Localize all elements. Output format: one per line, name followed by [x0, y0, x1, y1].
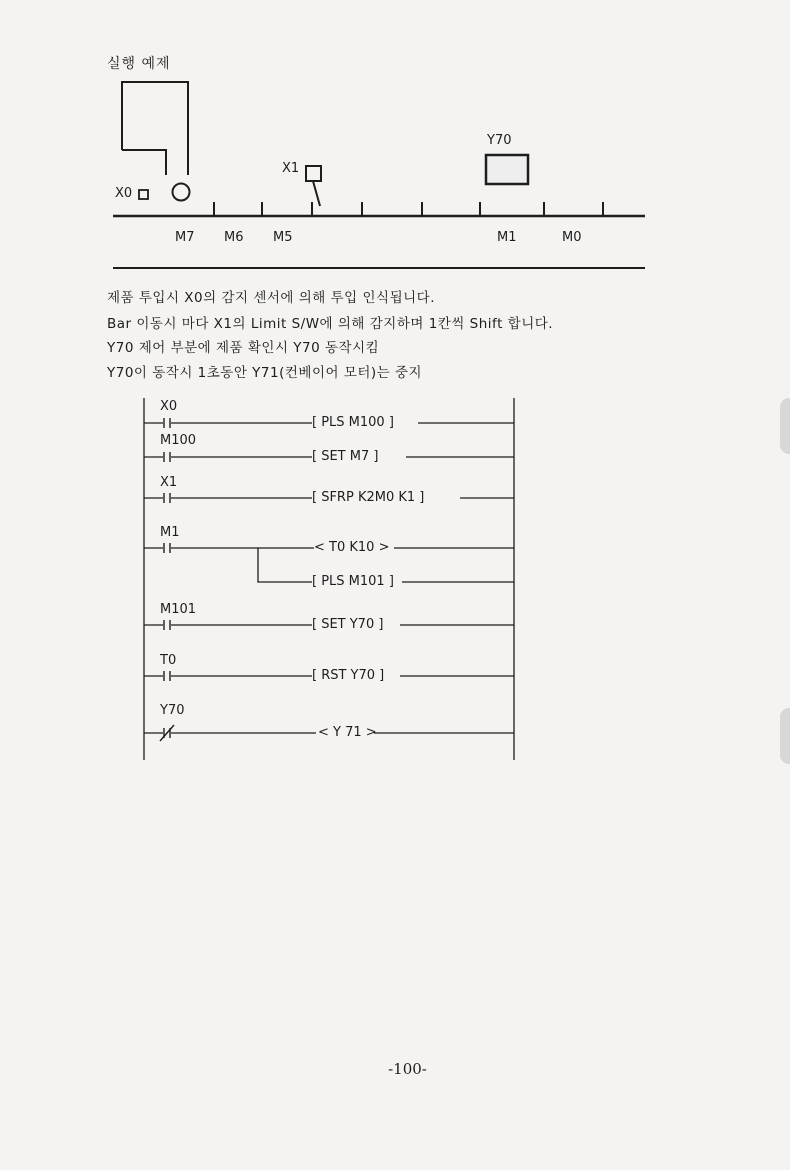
rung1-instruction: [ PLS M100 ] — [312, 415, 394, 430]
page-number: -100- — [388, 1060, 427, 1078]
rung4-contact: M1 — [160, 525, 180, 540]
rung4-instruction-timer: < T0 K10 > — [314, 540, 390, 555]
rung2-instruction: [ SET M7 ] — [312, 449, 379, 464]
rung3-contact: X1 — [160, 475, 178, 490]
product-circle — [173, 184, 190, 201]
paragraph-2: Bar 이동시 마다 X1의 Limit S/W에 의해 감지하며 1칸씩 Shift 합니다. — [107, 316, 554, 332]
rung7-output: < Y 71 > — [318, 725, 377, 740]
label-m1: M1 — [497, 230, 517, 245]
rung1-contact: X0 — [160, 399, 178, 414]
rung4-instruction-pls: [ PLS M101 ] — [312, 574, 394, 589]
label-m7: M7 — [175, 230, 195, 245]
rung5-instruction: [ SET Y70 ] — [312, 617, 384, 632]
rung6-instruction: [ RST Y70 ] — [312, 668, 385, 683]
paragraph-4: Y70이 동작시 1초동안 Y71(컨베이어 모터)는 중지 — [107, 365, 423, 381]
label-m5: M5 — [273, 230, 293, 245]
paragraph-3: Y70 제어 부분에 제품 확인시 Y70 동작시킴 — [107, 340, 380, 356]
x1-limit-switch-icon — [306, 166, 321, 181]
y70-actuator-box — [486, 155, 528, 184]
rung3-instruction: [ SFRP K2M0 K1 ] — [312, 490, 425, 505]
paragraph-1: 제품 투입시 X0의 감지 센서에 의해 투입 인식됩니다. — [107, 290, 435, 306]
rung2-contact: M100 — [160, 433, 197, 448]
label-m0: M0 — [562, 230, 582, 245]
label-x0: X0 — [115, 186, 133, 201]
rung5-contact: M101 — [160, 602, 197, 617]
label-m6: M6 — [224, 230, 244, 245]
section-heading: 실행 예제 — [107, 56, 171, 72]
rung6-contact: T0 — [160, 653, 177, 668]
rung7-contact: Y70 — [160, 703, 185, 718]
label-x1: X1 — [282, 161, 300, 176]
x0-sensor-icon — [139, 190, 148, 199]
label-y70: Y70 — [487, 133, 512, 148]
